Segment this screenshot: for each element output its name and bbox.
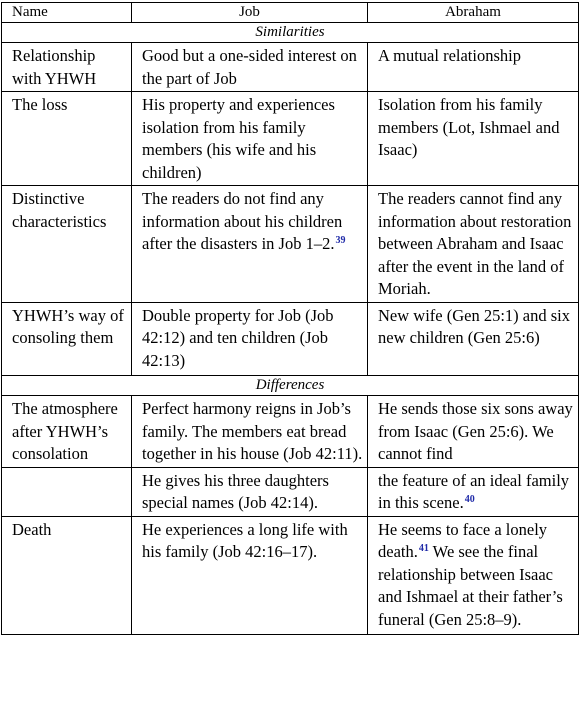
row-job-text: The readers do not find any information about his children after the disasters in Job 1–2. [142,189,343,253]
row-job: He experiences a long life with his family (Job 42:16–17). [132,516,368,635]
table-row [2,396,579,468]
footnote-marker[interactable]: 41 [418,542,429,554]
row-job [132,186,368,303]
header-row [2,3,579,23]
row-abraham: A mutual relationship [368,43,579,92]
row-name: Distinctive characteristics [2,186,132,303]
row-abraham-text-a: He seems to face a lonely death. [378,519,548,561]
row-abraham: The readers cannot find any information about restoration between Abraham and Isaac after the event in the land of Moriah. [368,186,579,303]
row-name: The loss [2,92,132,186]
row-job: Good but a one-sided interest on the part of Job [132,43,368,92]
table-row [2,516,579,635]
comparison-table [1,2,579,635]
table-row [2,302,579,376]
row-abraham: He sends those six sons away from Isaac (Gen 25:6). We cannot find [368,396,579,468]
section-title-differences: Differences [2,376,579,396]
row-job: His property and experiences isolation from his family members (his wife and his children) [132,92,368,186]
row-abraham-text-b: We see the final relationship between Isaac and Ishmael at their father’s funeral (Gen 25:8–9). [378,542,563,629]
row-name: The atmosphere after YHWH’s consolation [2,396,132,468]
table-row [2,186,579,303]
table-row [2,43,579,92]
row-name: Relationship with YHWH [2,43,132,92]
header-job: Job [132,3,368,23]
section-title-similarities: Similarities [2,23,579,43]
row-job: Perfect harmony reigns in Job’s family. The members eat bread together in his house (Job 42:11). [132,396,368,468]
section-row-differences [2,376,579,396]
row-job: He gives his three daughters special names (Job 42:14). [132,467,368,516]
row-abraham [368,516,579,635]
footnote-marker[interactable]: 40 [464,493,475,505]
header-abraham: Abraham [368,3,579,23]
row-abraham-text: the feature of an ideal family in this scene. [378,470,570,512]
header-name: Name [2,3,132,23]
table-row [2,467,579,516]
row-abraham [368,467,579,516]
row-name [2,467,132,516]
footnote-marker[interactable]: 39 [335,234,346,246]
table-row [2,92,579,186]
row-name: Death [2,516,132,635]
row-job: Double property for Job (Job 42:12) and ten children (Job 42:13) [132,302,368,376]
row-abraham: New wife (Gen 25:1) and six new children (Gen 25:6) [368,302,579,376]
row-abraham: Isolation from his family members (Lot, Ishmael and Isaac) [368,92,579,186]
row-name: YHWH’s way of consoling them [2,302,132,376]
section-row-similarities [2,23,579,43]
